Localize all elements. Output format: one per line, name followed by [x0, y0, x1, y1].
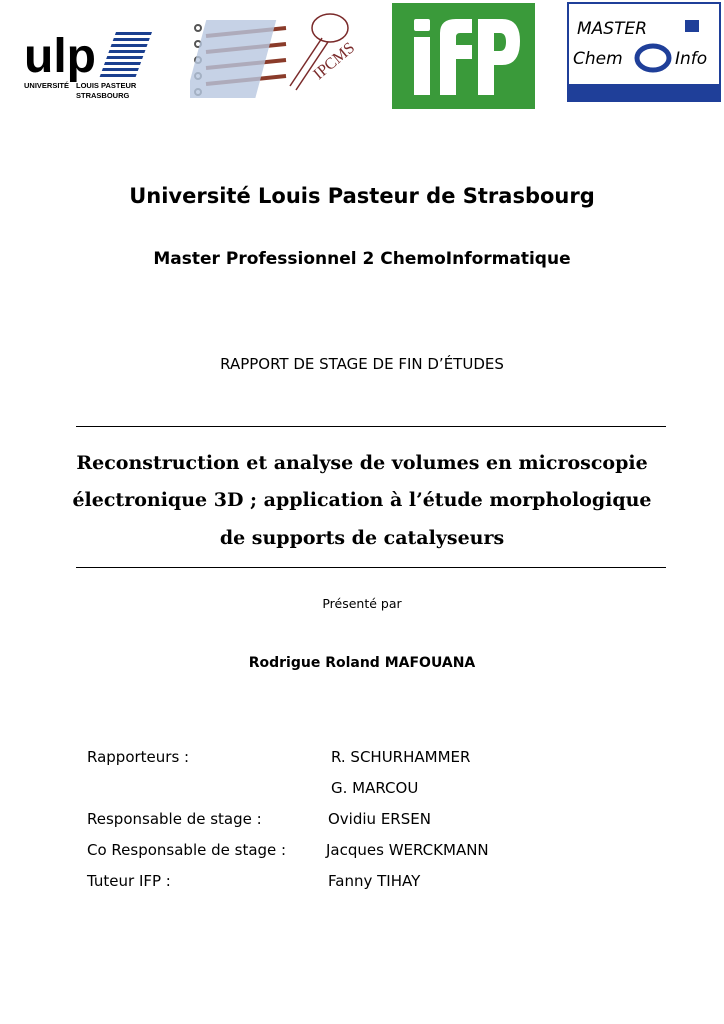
ulp-logo-mark: ulp: [24, 30, 96, 83]
master-logo-line1: MASTER: [577, 19, 648, 39]
program-name: Master Professionnel 2 ChemoInformatique: [153, 249, 571, 269]
title-rule-top: [76, 426, 666, 427]
jury-value-rapporteur-2: G. MARCOU: [331, 779, 419, 797]
title-rule-bottom: [76, 567, 666, 568]
thesis-title-line2: électronique 3D ; application à l’étude morphologique: [72, 489, 652, 511]
ulp-logo-line2: LOUIS PASTEUR: [76, 81, 137, 90]
jury-value-rapporteur-1: R. SCHURHAMMER: [331, 748, 471, 766]
jury-value-tuteur: Fanny TIHAY: [328, 872, 421, 890]
ipcms-logo: [190, 6, 370, 110]
thesis-title-line3: de supports de catalyseurs: [219, 527, 505, 549]
ipcms-logo-text: IPCMS: [310, 39, 359, 84]
author-name: Rodrigue Roland MAFOUANA: [248, 655, 476, 671]
master-cheminfo-logo: [567, 2, 721, 102]
ulp-logo: [24, 28, 154, 100]
jury-label-rapporteurs: Rapporteurs :: [87, 748, 190, 766]
master-logo-line2a: Chem: [573, 49, 623, 69]
thesis-title-line1: Reconstruction et analyse de volumes en microscopie: [76, 452, 648, 474]
report-type: RAPPORT DE STAGE DE FIN D’ÉTUDES: [220, 355, 504, 373]
presented-by: Présenté par: [322, 596, 402, 611]
jury-value-co-responsable: Jacques WERCKMANN: [326, 841, 489, 859]
ulp-logo-line1: UNIVERSITÉ: [24, 81, 70, 90]
jury-label-tuteur: Tuteur IFP :: [87, 872, 171, 890]
ulp-logo-line3: STRASBOURG: [76, 91, 130, 100]
master-logo-line2b: Info: [675, 49, 708, 69]
jury-label-co-responsable: Co Responsable de stage :: [87, 841, 287, 859]
jury-label-responsable: Responsable de stage :: [87, 810, 262, 828]
university-name: Université Louis Pasteur de Strasbourg: [129, 184, 595, 208]
ifp-logo: [392, 3, 535, 109]
ifp-logo-text: ifp: [392, 3, 394, 4]
jury-value-responsable: Ovidiu ERSEN: [328, 810, 431, 828]
